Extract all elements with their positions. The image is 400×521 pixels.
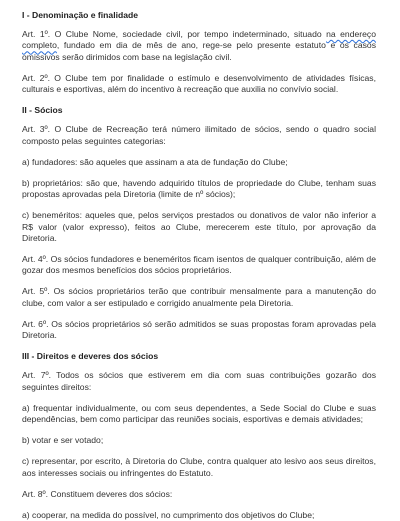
article-6: Art. 6º. Os sócios proprietários só serão admitidos se suas propostas foram aprovadas pela Diretoria. xyxy=(22,318,376,341)
section-title-direitos-deveres: III - Direitos e deveres dos sócios xyxy=(22,351,159,362)
right-frequentar: a) frequentar individualmente, ou com seus dependentes, a Sede Social do Clube e suas dependências, bem como participar das reuniões sociais, esportivas e demais atividades; xyxy=(22,402,376,425)
duty-cooperar: a) cooperar, na medida do possível, no cumprimento dos objetivos do Clube; xyxy=(22,510,315,521)
article-1-address-placeholder-2: completo xyxy=(22,40,57,51)
article-8: Art. 8º. Constituem deveres dos sócios: xyxy=(22,488,173,499)
section-title-socios: II - Sócios xyxy=(22,105,63,116)
article-1-text-start: Art. 1º. O Clube Nome, sociedade civil, por tempo indeterminado, situado xyxy=(22,29,327,40)
article-7: Art. 7º. Todos os sócios que estiverem em dia com suas contribuições gozarão dos seguintes direitos: xyxy=(22,370,376,392)
category-proprietarios: b) proprietários: são que, havendo adquirido títulos de propriedade do Clube, tenham suas propostas aprovadas pela Diretoria (limite de nº sócios); xyxy=(22,178,376,200)
category-fundadores: a) fundadores: são aqueles que assinam a ata de fundação do Clube; xyxy=(22,156,288,167)
category-benemeritos: c) beneméritos: aqueles que, pelos serviços prestados ou donativos de valor não inferior a R$ valor (valor expresso), feitos ao Clube, merecerem este título, por aprovação da Diretoria. xyxy=(22,210,376,243)
article-2: Art. 2º. O Clube tem por finalidade o estímulo e desenvolvimento de atividades físicas, culturais e esportivas, além do incentivo à recreação que auxilia no convívio social. xyxy=(22,72,376,95)
article-1-text-end: , fundado em dia de mês de ano, rege-se pelo presente estatuto e os casos omissivos serão dirimidos com base na legislação civil. xyxy=(22,40,376,62)
article-1-address-placeholder: na endereço xyxy=(326,29,376,40)
article-3: Art. 3º. O Clube de Recreação terá número ilimitado de sócios, sendo o quadro social composto pelas seguintes categorias: xyxy=(22,124,376,146)
right-representar: c) representar, por escrito, à Diretoria do Clube, contra qualquer ato lesivo aos seus direitos, aos interesses sociais ou infringentes do Estatuto. xyxy=(22,456,376,478)
article-5: Art. 5º. Os sócios proprietários terão que contribuir mensalmente para a manutenção do clube, com valor a ser estipulado e corrigido anualmente pela Diretoria. xyxy=(22,286,376,308)
right-votar: b) votar e ser votado; xyxy=(22,435,104,446)
article-1 xyxy=(22,29,376,63)
section-title-denominacao: I - Denominação e finalidade xyxy=(22,10,139,20)
article-4: Art. 4º. Os sócios fundadores e beneméritos ficam isentos de qualquer contribuição, além de gozar dos mesmos benefícios dos sócios proprietários. xyxy=(22,254,376,276)
